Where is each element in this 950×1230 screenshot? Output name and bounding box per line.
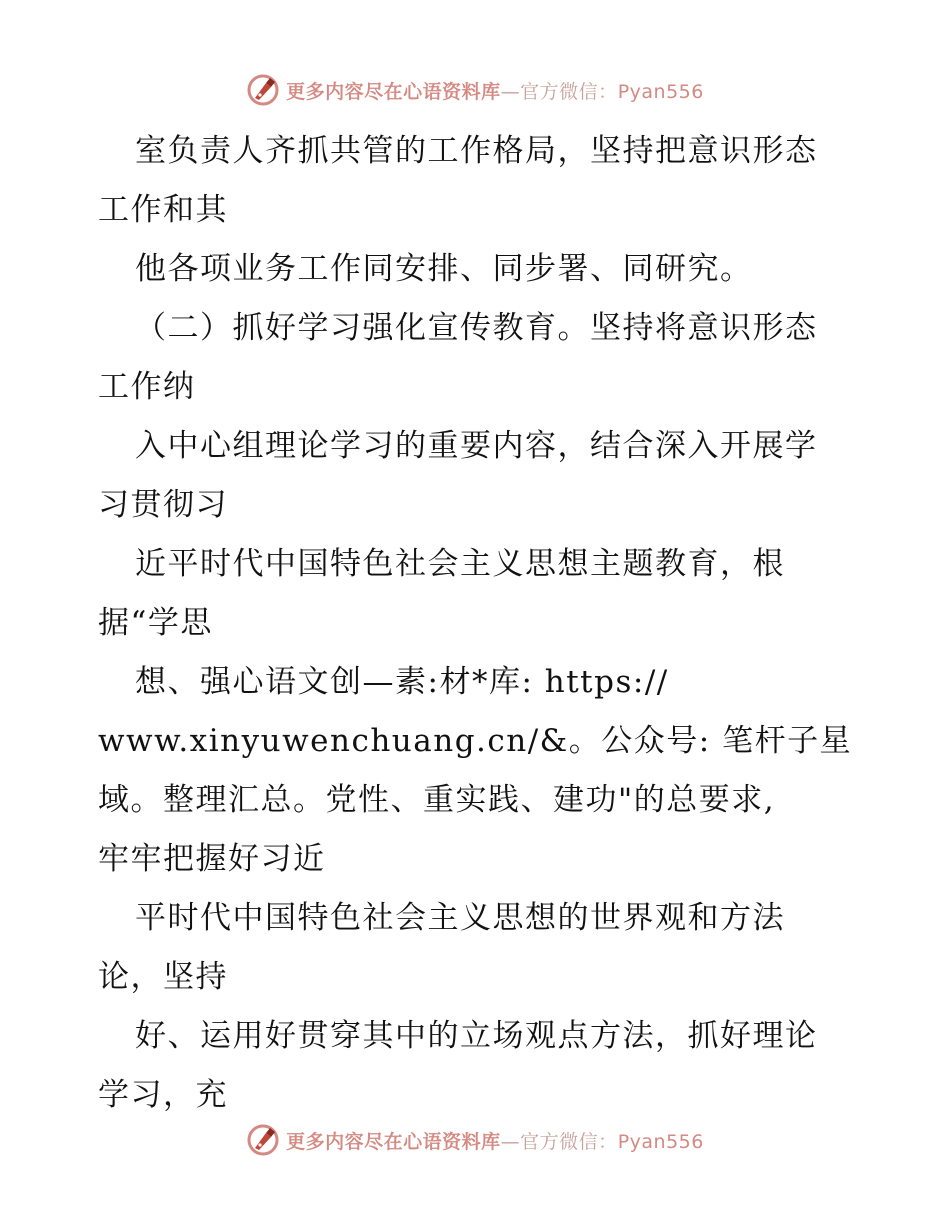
text-line: 习贯彻习 bbox=[98, 487, 228, 523]
text-line: www.xinyuwenchuang.cn/&。公众号: 笔杆子星 bbox=[98, 723, 853, 759]
text-line: 工作和其 bbox=[98, 192, 228, 228]
banner-text-main: 更多内容尽在心语资料库 bbox=[286, 1130, 501, 1153]
body-text bbox=[98, 122, 858, 1125]
text-line: 平时代中国特色社会主义思想的世界观和方法 bbox=[135, 900, 785, 936]
banner-text-main: 更多内容尽在心语资料库 bbox=[286, 80, 501, 103]
banner-text-wechat-id: Pyan556 bbox=[617, 80, 704, 103]
text-line: 牢牢把握好习近 bbox=[98, 841, 326, 877]
text-line: 入中心组理论学习的重要内容，结合深入开展学 bbox=[135, 428, 818, 464]
pen-nib-logo-icon bbox=[246, 73, 280, 107]
text-line: 据“学思 bbox=[98, 605, 213, 641]
text-line: 学习，充 bbox=[98, 1077, 228, 1113]
text-line: 近平时代中国特色社会主义思想主题教育，根 bbox=[135, 546, 785, 582]
text-line: 好、运用好贯穿其中的立场观点方法，抓好理论 bbox=[135, 1018, 818, 1054]
text-line: 想、强心语文创—素:材*库: https:// bbox=[135, 664, 669, 700]
text-line: 工作纳 bbox=[98, 369, 196, 405]
banner-text-wechat-id: Pyan556 bbox=[617, 1130, 704, 1153]
text-line: 域。整理汇总。党性、重实践、建功"的总要求, bbox=[98, 782, 776, 818]
banner-text bbox=[286, 1127, 704, 1154]
text-line: 他各项业务工作同安排、同步署、同研究。 bbox=[135, 251, 753, 287]
text-line: （二）抓好学习强化宣传教育。坚持将意识形态 bbox=[135, 310, 818, 346]
text-line: 论，坚持 bbox=[98, 959, 228, 995]
footer-watermark-banner bbox=[0, 1120, 950, 1160]
banner-text-separator: —官方微信： bbox=[500, 80, 618, 103]
banner-text bbox=[286, 77, 704, 104]
pen-nib-logo-icon bbox=[246, 1123, 280, 1157]
header-watermark-banner bbox=[0, 70, 950, 110]
banner-text-separator: —官方微信： bbox=[500, 1130, 618, 1153]
text-line: 室负责人齐抓共管的工作格局，坚持把意识形态 bbox=[135, 133, 818, 169]
